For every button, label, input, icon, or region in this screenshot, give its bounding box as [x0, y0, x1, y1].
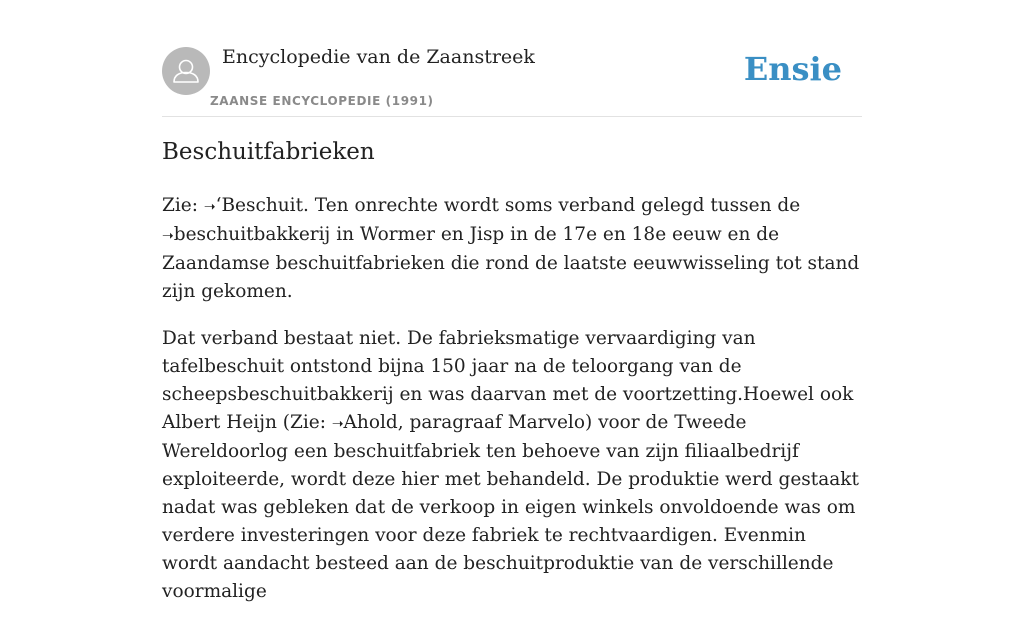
article-body	[162, 192, 862, 625]
article-paragraph	[162, 192, 862, 306]
user-avatar-icon[interactable]	[162, 47, 210, 95]
arrow-right-icon: ➝	[203, 199, 216, 215]
paragraph-text: in Wormer en Jisp in de 17e en 18e eeuw en de Zaandamse beschuitfabrieken die rond de laatste eeuwwisseling tot stand zijn gekomen.	[162, 224, 860, 302]
paragraph-text: Dat verband bestaat niet. De fabrieksmatige vervaardiging van tafelbeschuit ontstond bijna 150 jaar na de teloorgang van de scheepsbeschuitbakkerij en was daarvan met de voortzetting.Hoewel ook Albert Heijn (Zie:	[162, 328, 854, 433]
person-silhouette-icon	[162, 47, 210, 95]
reference-link-beschuitbakkerij[interactable]: beschuitbakkerij	[173, 224, 331, 245]
reference-link-beschuit[interactable]: ‘Beschuit	[215, 195, 304, 216]
page	[162, 0, 862, 602]
arrow-right-icon: ➝	[162, 228, 174, 244]
zie-prefix: Zie:	[162, 195, 204, 216]
ensie-logo[interactable]: Ensie	[743, 50, 842, 88]
article-headword: Beschuitfabrieken	[162, 139, 375, 165]
article-paragraph	[162, 325, 862, 606]
arrow-right-icon: ➝	[331, 416, 344, 432]
dictionary-subtitle: ZAANSE ENCYCLOPEDIE (1991)	[210, 94, 434, 108]
reference-link-ahold[interactable]: Ahold	[343, 412, 398, 433]
dictionary-header	[162, 0, 862, 117]
dictionary-title[interactable]: Encyclopedie van de Zaanstreek	[222, 46, 535, 68]
paragraph-text: . Ten onrechte wordt soms verband gelegd tussen de	[303, 195, 801, 216]
paragraph-text: , paragraaf Marvelo) voor de Tweede Wereldoorlog een beschuitfabriek ten behoeve van zijn filiaalbedrijf exploiteerde, wordt deze hier met behandeld. De produktie werd gestaakt nadat was gebleken dat de verkoop in eigen winkels onvoldoende was om verdere investeringen voor deze fabriek te rechtvaardigen. Evenmin wordt aandacht besteed aan de beschuitproduktie van de verschillende voormalige	[162, 412, 859, 602]
